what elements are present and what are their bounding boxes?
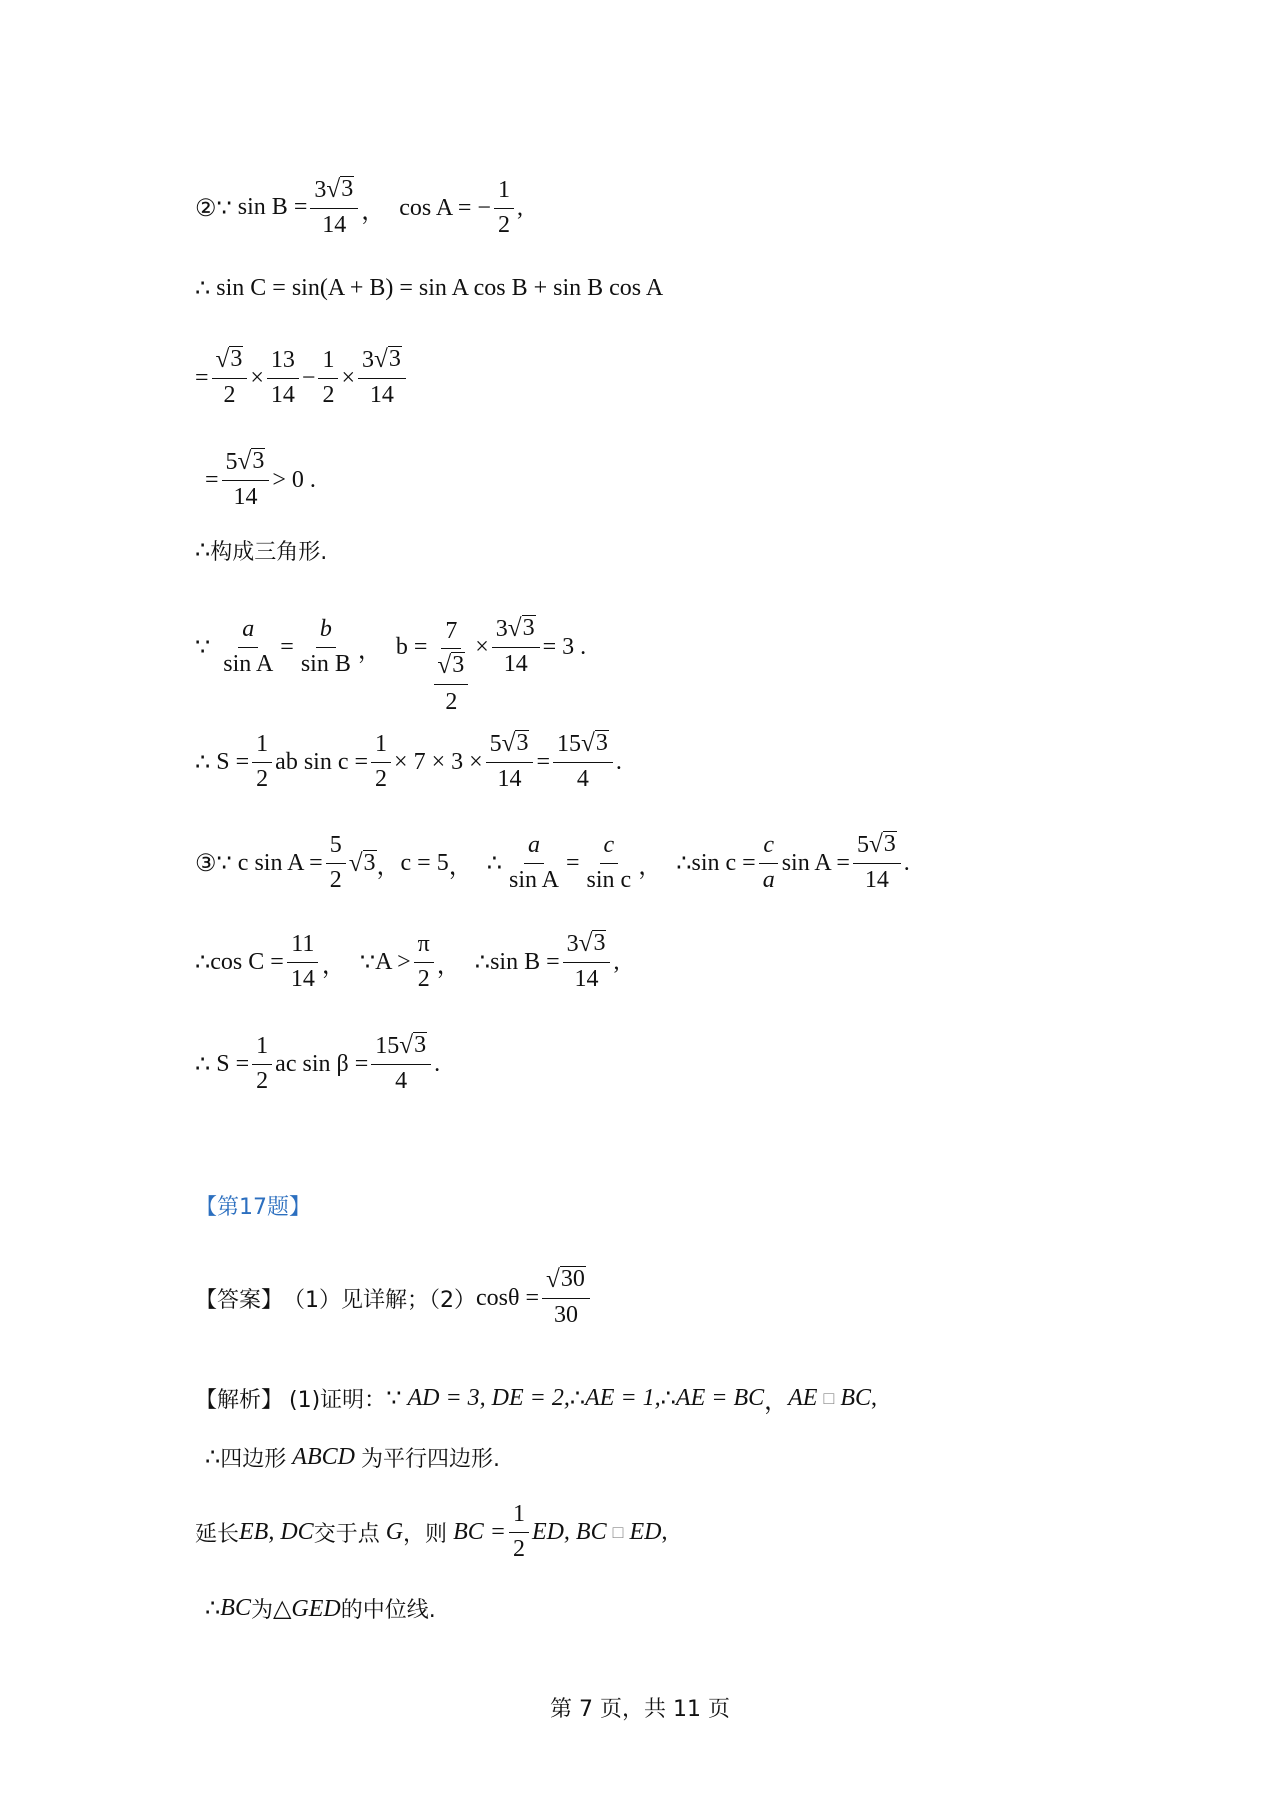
- analysis-line-2: ∴ 四边形 ABCD 为平行四边形.: [205, 1443, 500, 1472]
- line-case-3: ③ ∵ c sin A = $\frac{5}{2}$ √ 3 ， c = 5 ， ∴ $\frac{a}{\text{sin A}}$ = $\frac{c}{\text{sin c}}$ ， ∴ sin c = $\frac{c}{a}$ sin A = 5 √ 3 14 .: [195, 831, 910, 893]
- line-area-S-2: ∴ S = $\frac{1}{2}$ ab sin c = $\frac{1}{2}$ × 7 × 3 × 5 √ 3 14 = 15 √ 3 4 .: [195, 730, 622, 792]
- analysis-line-1: 【解析】 (1)证明： ∵ AD = 3, DE = 2, ∴ AE = 1, ∴ AE = BC ， AE □ BC ,: [195, 1384, 877, 1415]
- analysis-line-4: ∴ BC 为 △GED 的中位线.: [205, 1594, 436, 1623]
- analysis-line-3: 延长 EB, DC 交于点 G ，则 BC = $\frac{1}{2}$ ED, BC □ ED ,: [195, 1500, 668, 1562]
- line-sinB-cosA: ② ∵ sin B = 3 √ 3 14 ， cos A = − $\frac{1}{2}$ ,: [195, 176, 523, 238]
- line-sinC-expansion: ∴ sin C = sin(A + B) = sin A cos B + sin B cos A: [195, 274, 664, 302]
- line-sinC-result: = 5 √ 3 14 > 0 .: [205, 448, 316, 510]
- line-forms-triangle: ∴ 构成三角形.: [195, 537, 328, 565]
- line-area-S-3: ∴ S = $\frac{1}{2}$ ac sin β = 15 √ 3 4 .: [195, 1032, 441, 1094]
- circled-2: ②: [195, 195, 217, 222]
- answer-line: 【答案】 （1）见详解；（2） cosθ = √ 30 30: [195, 1258, 593, 1338]
- circled-3: ③: [195, 850, 217, 877]
- line-law-of-sines-b: ∵ $\frac{a}{\text{sin A}}$ = $\frac{b}{\text{sin B}}$ ， b = 7 √ 3 2 × 3 √ 3 14 = 3 .: [195, 615, 587, 715]
- page-footer: 第 7 页，共 11 页: [550, 1697, 730, 1722]
- line-sinC-substitution: = √ 3 2 × $\frac{13}{14}$ − $\frac{1}{2}$ × 3 √ 3 14: [195, 338, 409, 418]
- line-cosC-sinB: ∴ cos C = $\frac{11}{14}$ ， ∵ A > $\frac{\pi}{2}$ ， ∴ sin B = 3 √ 3 14 ,: [195, 930, 620, 992]
- question-17-title: 【第17题】: [195, 1194, 311, 1220]
